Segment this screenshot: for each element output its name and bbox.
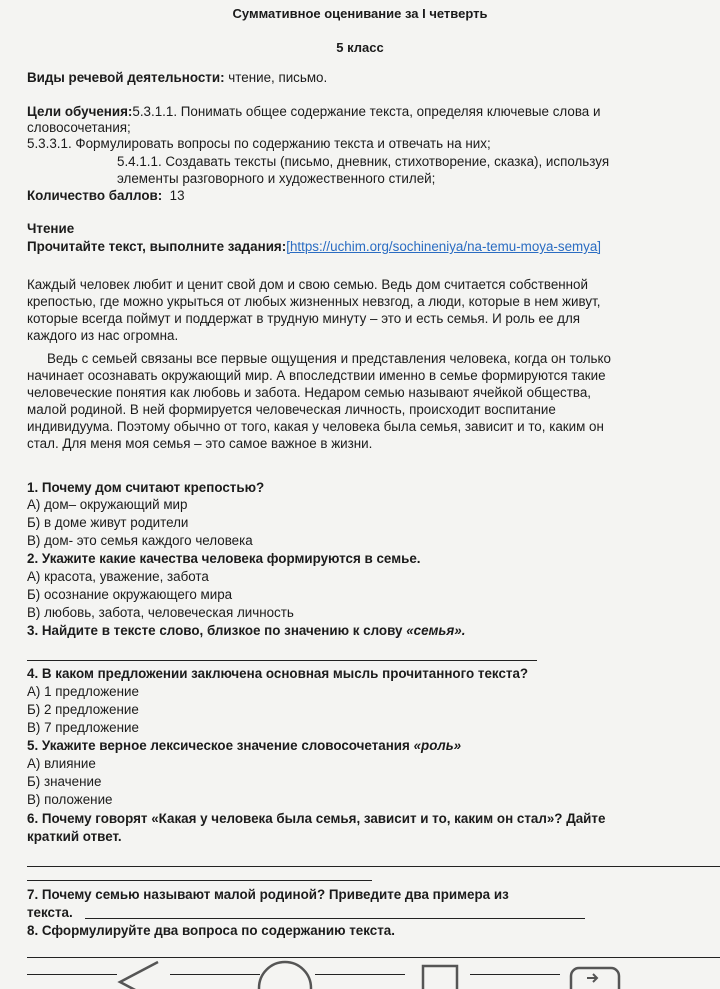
- q4-option-a[interactable]: А) 1 предложение: [27, 684, 139, 699]
- activity-line: [27, 69, 327, 86]
- source-link[interactable]: [https://uchim.org/sochineniya/na-temu-moya-semya]: [286, 239, 602, 254]
- text-line: малой родиной. В ней формируется человеческая личность, происходит воспитание: [27, 402, 556, 417]
- q8-answer-line-4[interactable]: [315, 974, 405, 975]
- q2-option-c[interactable]: В) любовь, забота, человеческая личность: [27, 605, 294, 620]
- q8-answer-line-3[interactable]: [170, 974, 260, 975]
- reading-task-line: [27, 238, 601, 255]
- q4-option-b[interactable]: Б) 2 предложение: [27, 702, 139, 717]
- goals-line-2: словосочетания;: [27, 120, 131, 135]
- q8-answer-line[interactable]: [27, 957, 720, 958]
- q6-answer-line-2[interactable]: [27, 880, 372, 881]
- reading-task-label: Прочитайте текст, выполните задания:: [27, 239, 287, 254]
- q5-text: 5. Укажите верное лексическое значение словосочетания: [27, 738, 414, 753]
- text-line: Ведь с семьей связаны все первые ощущения и представления человека, когда он только: [47, 351, 611, 366]
- points-label: Количество баллов:: [27, 188, 163, 203]
- q1-option-c[interactable]: В) дом- это семья каждого человека: [27, 533, 253, 548]
- question-6: 6. Почему говорят «Какая у человека была семья, зависит и то, каким он стал»? Дайте: [27, 811, 606, 826]
- question-4: 4. В каком предложении заключена основная мысль прочитанного текста?: [27, 666, 529, 681]
- question-3: [27, 622, 465, 639]
- question-2: 2. Укажите какие качества человека формируются в семье.: [27, 551, 421, 566]
- text-line: крепостью, где можно укрыться от любых жизненных невзгод, а люди, которые в нем живут,: [27, 294, 601, 309]
- q5-option-b[interactable]: Б) значение: [27, 774, 102, 789]
- goals-text-1: 5.3.1.1. Понимать общее содержание текста, определяя ключевые слова и: [132, 104, 601, 119]
- text-line: стал. Для меня моя семья – это самое важное в жизни.: [27, 436, 373, 451]
- q2-option-a[interactable]: А) красота, уважение, забота: [27, 569, 209, 584]
- grade-label: 5 класс: [336, 40, 384, 55]
- switch-icon[interactable]: [565, 960, 625, 989]
- q6-answer-line[interactable]: [27, 866, 720, 867]
- activity-value: чтение, письмо.: [224, 70, 328, 85]
- text-line: человеческие понятия как любовь и забота. Недаром семью называют ячейкой общества,: [27, 385, 592, 400]
- home-icon[interactable]: [255, 960, 315, 989]
- navigation-bar: [0, 960, 720, 989]
- goals-line-1: [27, 103, 600, 120]
- q5-option-c[interactable]: В) положение: [27, 792, 113, 807]
- q1-option-a[interactable]: А) дом– окружающий мир: [27, 497, 188, 512]
- text-line: Каждый человек любит и ценит свой дом и свою семью. Ведь дом считается собственной: [27, 277, 588, 292]
- goals-label: Цели обучения:: [27, 104, 133, 119]
- text-line: каждого из нас огромна.: [27, 328, 179, 343]
- q5-option-a[interactable]: А) влияние: [27, 756, 96, 771]
- text-line: которые всегда поймут и поддержат в трудную минуту – это и есть семья. И роль ее для: [27, 311, 581, 326]
- question-7: 7. Почему семью называют малой родиной? Приведите два примера из: [27, 887, 509, 902]
- points-line: [27, 187, 185, 204]
- q2-option-b[interactable]: Б) осознание окружающего мира: [27, 587, 233, 602]
- activity-label: Виды речевой деятельности:: [27, 70, 225, 85]
- goals-line-4: 5.4.1.1. Создавать тексты (письмо, дневник, стихотворение, сказка), используя: [117, 154, 610, 169]
- q1-option-b[interactable]: Б) в доме живут родители: [27, 515, 189, 530]
- goals-line-3: 5.3.3.1. Формулировать вопросы по содержанию текста и отвечать на них;: [27, 136, 491, 151]
- q8-answer-line-2[interactable]: [27, 974, 117, 975]
- q7-answer-line[interactable]: [85, 918, 585, 919]
- question-5: [27, 737, 461, 754]
- question-1: 1. Почему дом считают крепостью?: [27, 480, 265, 495]
- q5-keyword: «роль»: [413, 738, 462, 753]
- page-title: Суммативное оценивание за I четверть: [232, 6, 488, 21]
- back-icon[interactable]: [110, 960, 170, 989]
- points-value: 13: [169, 188, 185, 203]
- question-7-cont: текста.: [27, 905, 73, 920]
- question-6-cont: краткий ответ.: [27, 829, 122, 844]
- q8-answer-line-5[interactable]: [470, 974, 560, 975]
- q3-text: 3. Найдите в тексте слово, близкое по значению к слову: [27, 623, 407, 638]
- text-line: начинает осознавать окружающий мир. А впоследствии именно в семье формируются такие: [27, 368, 606, 383]
- goals-line-5: элементы разговорного и художественного стилей;: [117, 171, 436, 186]
- recents-icon[interactable]: [415, 960, 465, 989]
- q3-keyword: «семья».: [406, 623, 466, 638]
- question-8: 8. Сформулируйте два вопроса по содержанию текста.: [27, 923, 395, 938]
- q4-option-c[interactable]: В) 7 предложение: [27, 720, 139, 735]
- reading-heading: Чтение: [27, 221, 75, 236]
- q3-answer-line[interactable]: [27, 660, 537, 661]
- text-line: индивидуума. Поэтому обычно от того, какая у человека была семья, зависит и то, каким он: [27, 419, 604, 434]
